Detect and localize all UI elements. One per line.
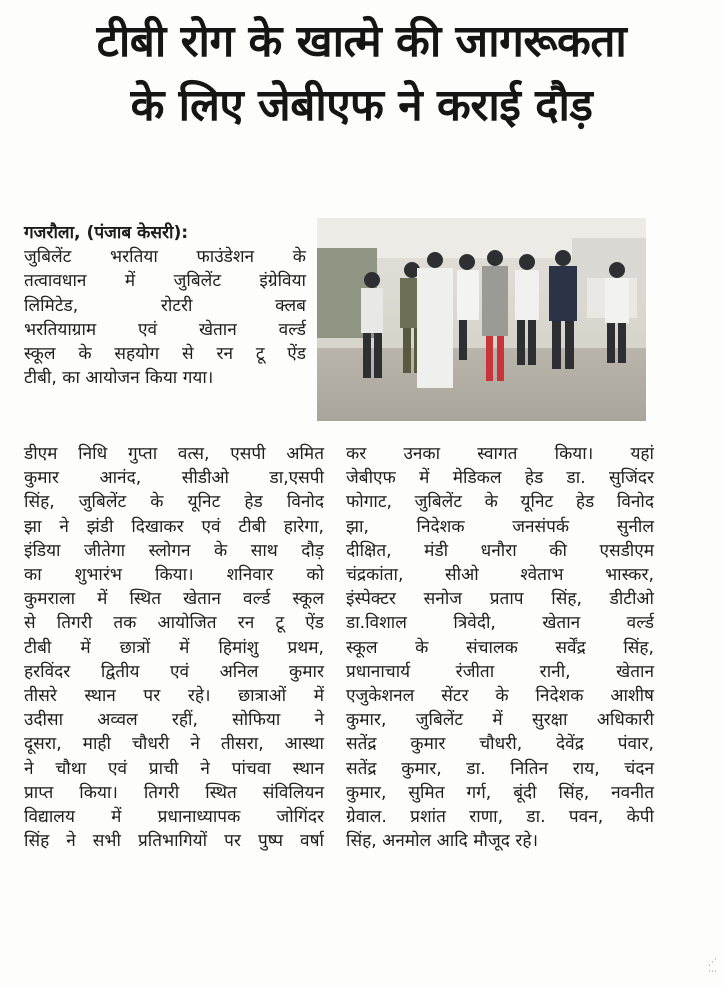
article-line: डा.विशाल त्रिवेदी, खेतान वर्ल्ड <box>346 613 654 634</box>
article-line: सतेंद्र कुमार चौधरी, देवेंद्र पंवार, <box>346 734 654 755</box>
article-line: फोगाट, जुबिलेंट के यूनिट हेड विनोद <box>346 492 654 513</box>
intro-line: टीबी, का आयोजन किया गया। <box>24 368 214 389</box>
article-line: तीसरे स्थान पर रहे। छात्राओं में <box>24 686 324 707</box>
article-line: कुमराला में स्थित खेतान वर्ल्ड स्कूल <box>24 589 324 610</box>
article-line: टीबी में छात्रों में हिमांशु प्रथम, <box>24 637 324 658</box>
news-photo <box>317 218 646 421</box>
article-line: प्राप्त किया। तिगरी स्थित संविलियन <box>24 782 324 803</box>
intro-line: लिमिटेड, रोटरी क्लब <box>24 295 306 316</box>
article-column-right <box>346 442 654 853</box>
dateline: गजरौला, (पंजाब केसरी): <box>24 223 189 243</box>
article-intro <box>24 221 306 390</box>
article-line: सिंह, जुबिलेंट के यूनिट हेड विनोद <box>24 492 324 513</box>
headline-line-1: टीबी रोग के खात्मे की जागरूकता <box>96 16 627 67</box>
article-line: प्रधानाचार्य रंजीता रानी, खेतान <box>346 661 654 682</box>
article-line: सिंह, अनमोल आदि मौजूद रहे। <box>346 831 538 852</box>
intro-line: तत्वावधान में जुबिलेंट इंग्रेविया <box>24 271 306 292</box>
article-line: कुमार, सुमित गर्ग, बूंदी सिंह, नवनीत <box>346 782 654 803</box>
article-line: झा, निदेशक जनसंपर्क सुनील <box>346 516 654 537</box>
article-line: कर उनका स्वागत किया। यहां <box>346 444 654 464</box>
run-participants-photo <box>317 218 646 421</box>
article-line: सतेंद्र कुमार, डा. नितिन राय, चंदन <box>346 758 654 779</box>
article-line: चंद्रकांता, सीओ श्वेताभ भास्कर, <box>346 565 654 586</box>
article-line: दूसरा, माही चौधरी ने तीसरा, आस्था <box>24 734 324 755</box>
intro-line: स्कूल के सहयोग से रन टू ऐंड <box>24 344 306 365</box>
article-line: स्कूल के संचालक सर्वेंद्र सिंह, <box>346 637 654 658</box>
article-line: डीएम निधि गुप्ता वत्स, एसपी अमित <box>24 444 324 464</box>
article-line: ग्रेवाल. प्रशांत राणा, डा. पवन, केपी <box>346 807 654 828</box>
intro-line: भरतियाग्राम एवं खेतान वर्ल्ड <box>24 319 306 340</box>
article-line: हरविंदर द्वितीय एवं अनिल कुमार <box>24 661 324 682</box>
article-line: इंडिया जीतेगा स्लोगन के साथ दौड़ <box>24 540 324 561</box>
article-line: उदीसा अव्वल रहीं, सोफिया ने <box>24 710 324 731</box>
article-line: एजुकेशनल सेंटर के निदेशक आशीष <box>346 686 654 707</box>
intro-line: जुबिलेंट भरतिया फाउंडेशन के <box>24 247 306 268</box>
article-line: का शुभारंभ किया। शनिवार को <box>24 565 324 586</box>
article-line: सिंह ने सभी प्रतिभागियों पर पुष्प वर्षा <box>24 831 324 852</box>
scan-edge-marks: ⋰ ⋯ <box>708 958 717 977</box>
article-line: से तिगरी तक आयोजित रन टू ऐंड <box>24 613 324 634</box>
headline <box>0 10 723 138</box>
article-line: ने चौथा एवं प्राची ने पांचवा स्थान <box>24 758 324 779</box>
article-line: जेबीएफ में मेडिकल हेड डा. सुजिंदर <box>346 468 654 489</box>
article-line: दीक्षित, मंडी धनौरा की एसडीएम <box>346 540 654 561</box>
article-column-left <box>24 442 324 853</box>
article-line: झा ने झंडी दिखाकर एवं टीबी हारेगा, <box>24 516 324 537</box>
headline-line-2: के लिए जेबीएफ ने कराई दौड़ <box>130 80 593 131</box>
article-line: कुमार आनंद, सीडीओ डा,एसपी <box>24 468 324 489</box>
article-line: विद्यालय में प्रधानाध्यापक जोगिंदर <box>24 807 324 828</box>
article-line: इंस्पेक्टर सनोज प्रताप सिंह, डीटीओ <box>346 589 654 610</box>
article-line: कुमार, जुबिलेंट में सुरक्षा अधिकारी <box>346 710 654 731</box>
